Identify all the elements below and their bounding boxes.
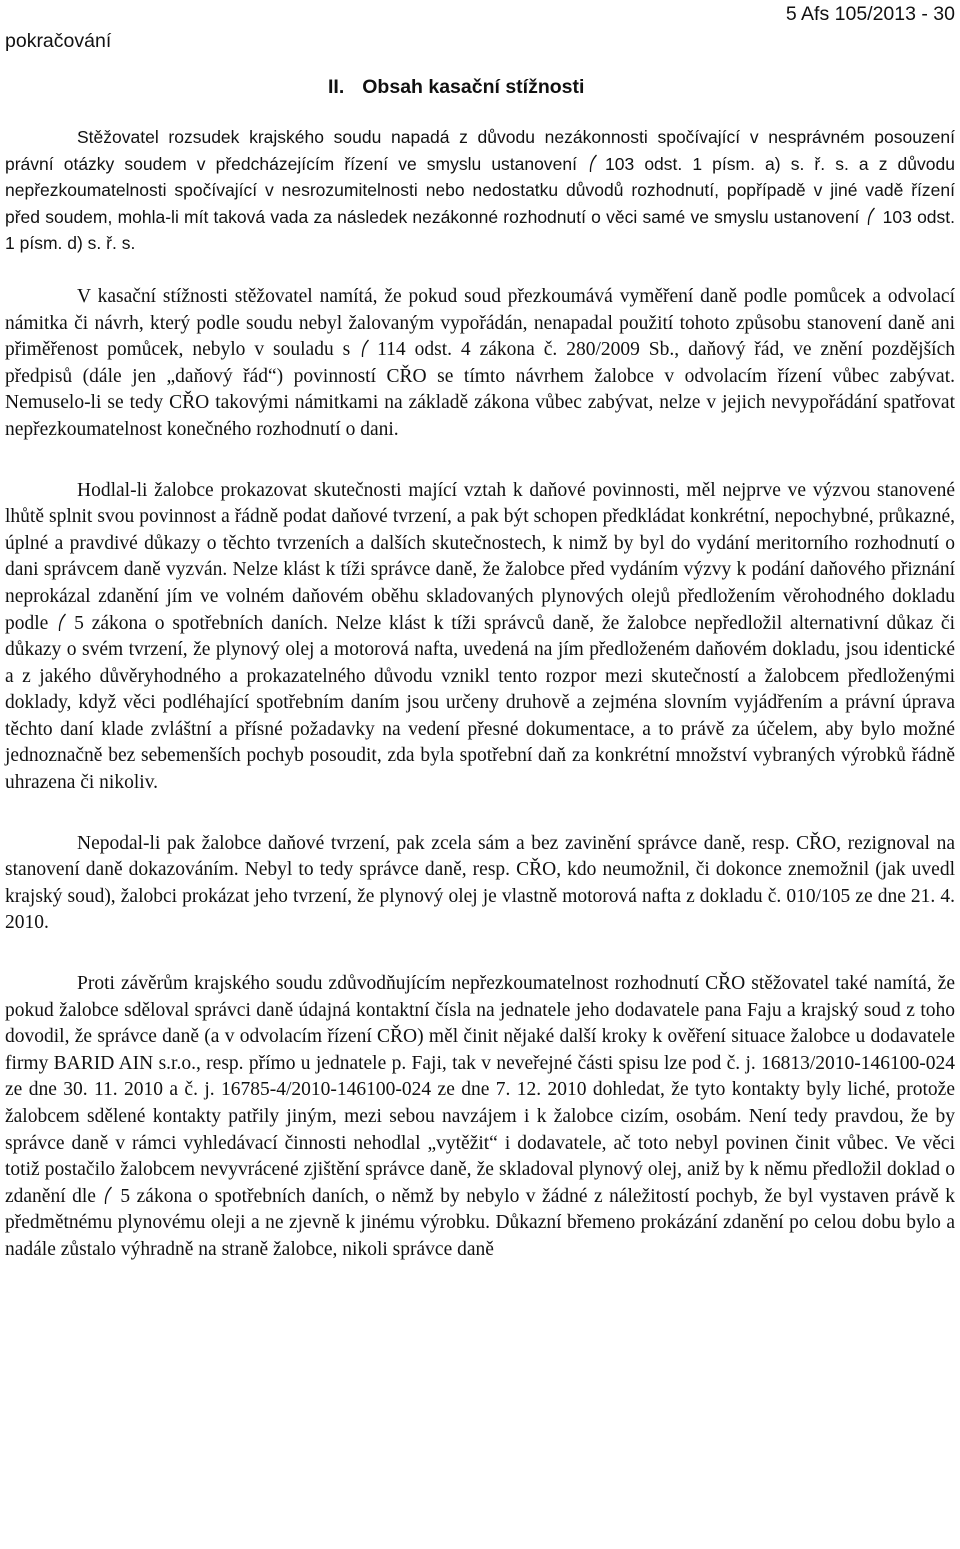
document-page [5, 0, 955, 1291]
paragraph-1-text-a: Stěžovatel rozsudek krajského soudu napadá z důvodu nezákonnosti spočívající v nesprávném posouzení právní otázky soudem v předcházejícím řízení ve smyslu ustanovení [5, 127, 955, 174]
paragraph-5 [5, 971, 955, 1264]
section-sign-icon [56, 613, 69, 632]
paragraph-2 [5, 284, 955, 444]
section-sign-icon [102, 1186, 115, 1205]
page-header [5, 0, 955, 60]
paragraph-2-text-a: V kasační stížnosti stěžovatel namítá, že pokud soud přezkoumává vyměření daně podle pomůcek a odvolací námitka či návrh, který podle soudu nebyl žalovaným vypořádán, nenapadal použití tohoto způsobu stanovení daně ani přiměřenost pomůcek, nebylo v souladu s [5, 285, 955, 361]
paragraph-5-text-a: Proti závěrům krajského soudu zdůvodňujícím nepřezkoumatelnost rozhodnutí CŘO stěžovatel také namítá, že pokud žalobce sděloval správci daně údajná kontaktní čísla na jednatele jeho dodavatele pana Faju a krajský soud z toho dovodil, že správce daně (a v odvolacím řízení CŘO) měl činit nějaké další kroky k ověření situace žalobce u dodavatele firmy BARID AIN s.r.o., resp. přímo u jednatele p. Faji, tak v neveřejné části spisu lze pod č. j. 16813/2010-146100-024 ze dne 30. 11. 2010 a č. j. 16785-4/2010-146100-024 ze dne 7. 12. 2010 dohledat, že tyto kontakty byly liché, protože žalobcem sdělené kontakty patřily jiným, mezi sebou navzájem i k žalobce cizím, osobám. Není tedy pravdou, že by správce daně v rámci vyhledávací činnosti nehodlal „vytěžit“ i dodavatele, ač toto nebyl povinen činit vůbec. Ve věci totiž postačilo žalobcem nevyvrácené zjištění správce daně, že skladoval plynový olej, aniž by k němu předložil doklad o zdanění dle [5, 973, 955, 1207]
paragraph-3-text-a: Hodlal-li žalobce prokazovat skutečnosti mající vztah k daňové povinnosti, měl nejprve ve výzvou stanovené lhůtě splnit svou povinnost a řádně podat daňové tvrzení, a pak být schopen předkládat konkrétní, nepochybné, průkazné, úplné a pravdivé důkazy o těchto tvrzeních a dalších skutečnostech, k nimž by byl do vydání meritorního rozhodnutí o dani správcem daně vyzván. Nelze klást k tíži správce daně, že žalobce před vydáním výzvy k podání daňového přiznání neprokázal zdanění jím ve volném daňovém oběhu skladovaných plynových olejů předložením věrohodného dokladu podle [5, 479, 955, 634]
paragraph-2-text-b: 114 odst. 4 zákona č. 280/2009 Sb., daňový řád, ve znění pozdějších předpisů (dále jen „daňový řád“) povinností CŘO se tímto návrhem žalobce v odvolacím řízení vůbec zabývat. Nemuselo-li se tedy CŘO takovými námitkami na základě zákona vůbec zabývat, nelze v jejich nevypořádání spatřovat nepřezkoumatelnost konečného rozhodnutí o dani. [5, 339, 955, 440]
section-sign-icon [865, 207, 878, 226]
paragraph-5-text-b: 5 zákona o spotřebních daních, o němž by nebylo v žádné z náležitostí pochyb, že byl vystaven právě k předmětnému plynovému oleji a ne zjevně k jinému výrobku. Důkazní břemeno prokázání zdanění po celou dobu bylo a nadále zůstalo výhradně na straně žalobce, nikoli správce daně [5, 1185, 955, 1260]
paragraph-3 [5, 478, 955, 797]
paragraph-1 [5, 124, 955, 257]
section-number: II. [328, 76, 345, 98]
paragraph-3-text-b: 5 zákona o spotřebních daních. Nelze klást k tíži správců daně, že žalobce nepředložil alternativní důkaz či důkazy o svém tvrzení, že plynový olej a motorová nafta, uvedená na jím předloženém daňovém dokladu, jsou identické a z jakého důvěryhodného a prokazatelného důvodu vznikl tento rozpor mezi skutečností a žalobcem předloženými doklady, když věci podléhající spotřebním daním jsou určeny druhově a zejména slovním vyjádřením a právní úprava těchto daní klade zvláštní a přísné požadavky na vedení přesné dokumentace, a to právě za účelem, aby bylo možné jednoznačně bez sebemenších pochyb posoudit, zda byla spotřební daň za konkrétní množství vybraných výrobků řádně uhrazena či nikoliv. [5, 612, 956, 794]
paragraph-4: Nepodal-li pak žalobce daňové tvrzení, pak zcela sám a bez zavinění správce daně, resp. CŘO, rezignoval na stanovení daně dokazováním. Nebyl to tedy správce daně, resp. CŘO, kdo neumožnil, či dokonce znemožnil (jak uvedl krajský soud), žalobci prokázat jeho tvrzení, že plynový olej je vlastně motorová nafta z dokladu č. 010/105 ze dne 21. 4. 2010. [5, 832, 955, 934]
paragraph-1-text-c: 103 odst. 1 písm. d) s. ř. s. [5, 206, 956, 254]
section-sign-icon [587, 154, 600, 173]
case-number: 5 Afs 105/2013 - 30 [785, 3, 955, 25]
continuation-label: pokračování [5, 30, 112, 52]
section-title: Obsah kasační stížnosti [362, 76, 585, 98]
section-sign-icon [359, 339, 372, 358]
section-heading [5, 62, 955, 112]
paragraph-1-text-b: 103 odst. 1 písm. a) s. ř. s. a z důvodu nepřezkoumatelnosti spočívající v nesrozumitelnosti nebo nedostatku důvodů rozhodnutí, popřípadě v jiné vadě řízení před soudem, mohla-li mít taková vada za následek nezákonné rozhodnutí o věci samé ve smyslu ustanovení [5, 153, 955, 227]
